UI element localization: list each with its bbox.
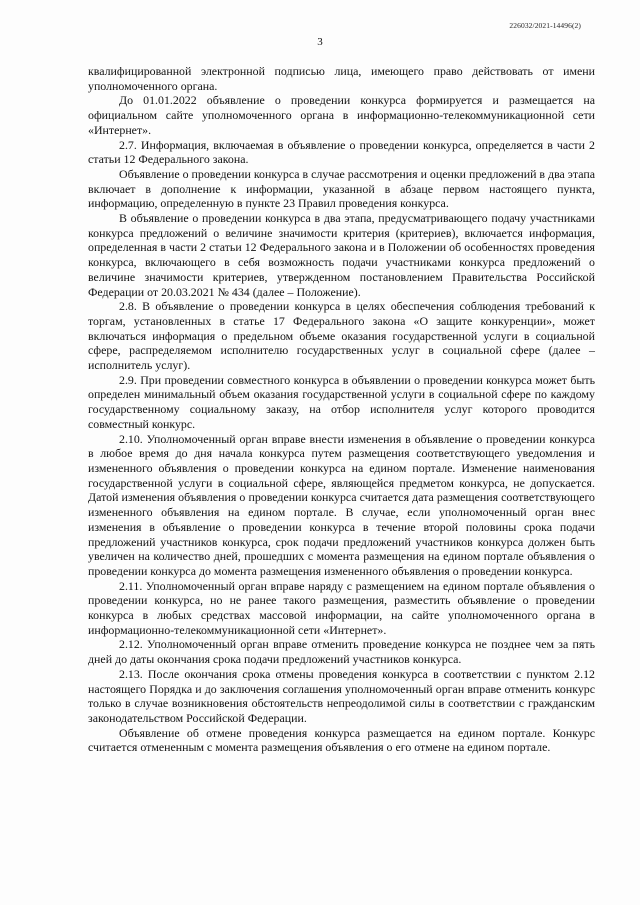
document-code: 226032/2021-14496(2) xyxy=(509,21,581,30)
paragraph-two-stage: Объявление о проведении конкурса в случае рассмотрения и оценки предложений в два этапа включает в дополнение к информации, указанной в абзаце первом настоящего пункта, информацию, определенную в пункте 23 Правил проведения конкурса. xyxy=(88,166,595,211)
paragraph-2-12: 2.12. Уполномоченный орган вправе отменить проведение конкурса не позднее чем за пять дней до даты окончания срока подачи предложений участников конкурса. xyxy=(88,637,595,667)
paragraph-cancellation-notice: Объявление об отмене проведения конкурса размещается на едином портале. Конкурс считается отмененным с момента размещения объявления о его отмене на едином портале. xyxy=(88,725,595,755)
paragraph-2-11: 2.11. Уполномоченный орган вправе наряду с размещением на едином портале объявления о проведении конкурса, но не ранее такого размещения, разместить объявление о проведении конкурса в любых средствах массовой информации, на сайте уполномоченного органа в информационно-телекоммуникационной сети «Интернет». xyxy=(88,578,595,637)
paragraph-2-13: 2.13. После окончания срока отмены проведения конкурса в соответствии с пунктом 2.12 настоящего Порядка и до заключения соглашения уполномоченный орган вправе отменить конкурс только в случае возникновения обстоятельств непреодолимой силы в соответствии с гражданским законодательством Российской Федерации. xyxy=(88,666,595,725)
page-number: 3 xyxy=(317,36,323,48)
document-body xyxy=(88,64,595,755)
paragraph-2-7: 2.7. Информация, включаемая в объявление о проведении конкурса, определяется в части 2 статьи 12 Федерального закона. xyxy=(88,137,595,167)
paragraph-2-9: 2.9. При проведении совместного конкурса в объявлении о проведении конкурса может быть определен минимальный объем оказания государственной услуги в социальной сфере по каждому государственному социальному заказу, на отбор исполнителя услуг которого проводится совместный конкурс. xyxy=(88,372,595,431)
paragraph-2-10: 2.10. Уполномоченный орган вправе внести изменения в объявление о проведении конкурса в любое время до дня начала конкурса путем размещения соответствующего уведомления и измененного объявления о проведении конкурса на едином портале. Изменение наименования государственной услуги в социальной сфере, являющейся предметом конкурса, не допускается. Датой изменения объявления о проведении конкурса считается дата размещения соответствующего измененного объявления на едином портале. В случае, если уполномоченный орган внес изменения в объявление о проведении конкурса в течение второй половины срока подачи предложений участников конкурса, срок подачи предложений участников конкурса должен быть увеличен на количество дней, прошедших с момента размещения на едином портале объявления о проведении конкурса до момента размещения измененного объявления о проведении конкурса. xyxy=(88,431,595,578)
paragraph-2-8: 2.8. В объявление о проведении конкурса в целях обеспечения соблюдения требований к торгам, установленных в статье 17 Федерального закона «О защите конкуренции», может включаться информация о предельном объеме оказания государственной услуги в социальной сфере, распределяемом исполнителю государственных услуг в социальной сфере (далее – исполнитель услуг). xyxy=(88,299,595,373)
paragraph-continuation: квалифицированной электронной подписью лица, имеющего право действовать от имени уполномоченного органа. xyxy=(88,64,595,93)
paragraph-official-site: До 01.01.2022 объявление о проведении конкурса формируется и размещается на официальном сайте уполномоченного органа в информационно-телекоммуникационной сети «Интернет». xyxy=(88,93,595,137)
paragraph-two-stage-criteria: В объявление о проведении конкурса в два этапа, предусматривающего подачу участниками конкурса предложений о величине значимости критерия (критериев), включается информация, определенная в части 2 статьи 12 Федерального закона и в Положении об особенностях проведения конкурса, включающего в себя возможность подачи участниками конкурса предложений о величине значимости критериев, утвержденном постановлением Правительства Российской Федерации от 20.03.2021 № 434 (далее – Положение). xyxy=(88,211,595,299)
